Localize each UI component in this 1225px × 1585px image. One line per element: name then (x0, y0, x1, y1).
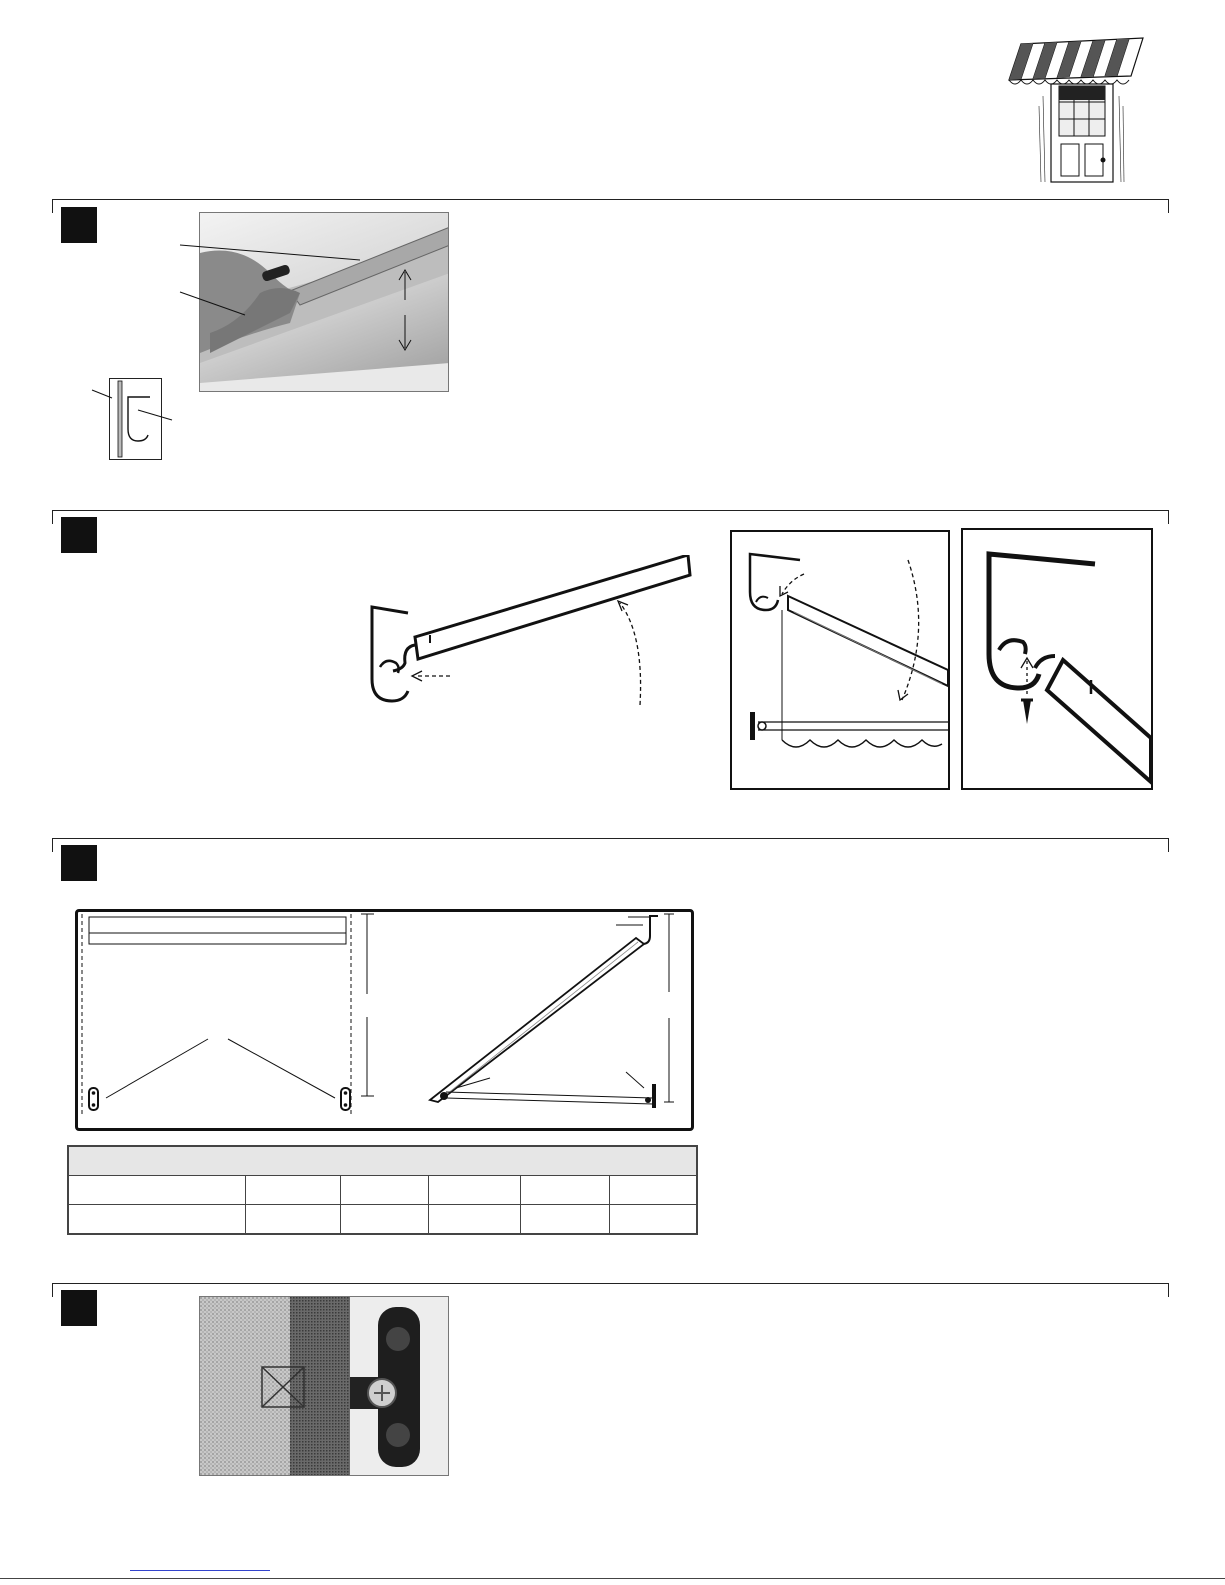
table-cell (341, 1205, 429, 1235)
table-cell (520, 1176, 609, 1205)
section-3-rule (52, 838, 1169, 852)
step-4-marker (61, 1290, 97, 1326)
step-4-photo (199, 1296, 449, 1476)
step-1-detail-callouts (90, 388, 180, 428)
section-4-rule (52, 1283, 1169, 1297)
table-cell (246, 1205, 341, 1235)
table-cell (429, 1176, 520, 1205)
table-row (68, 1176, 697, 1205)
step-3-marker (61, 845, 97, 881)
step-1-marker (61, 207, 97, 243)
table-cell (609, 1205, 697, 1235)
table-cell (246, 1176, 341, 1205)
table-cell (68, 1176, 246, 1205)
step-2-rail-diagram (360, 555, 710, 725)
table-row (68, 1205, 697, 1235)
footer-link[interactable] (130, 1570, 270, 1571)
table-cell (609, 1176, 697, 1205)
table-header-cell (68, 1146, 697, 1176)
table-cell (429, 1205, 520, 1235)
step-2-panel-a (730, 530, 950, 790)
footer-rule (0, 1578, 1225, 1579)
awning-over-door-icon (1003, 36, 1153, 186)
table-cell (68, 1205, 246, 1235)
section-2-rule (52, 510, 1169, 524)
awning-door-illustration (1003, 36, 1153, 186)
measurement-table (67, 1145, 698, 1235)
section-1-rule (52, 199, 1169, 213)
step-2-panel-b (961, 528, 1153, 790)
table-header-row (68, 1146, 697, 1176)
step-2-marker (61, 517, 97, 553)
step-3-measurement-diagram (75, 909, 694, 1131)
step-1-callouts (175, 240, 465, 360)
table-cell (520, 1205, 609, 1235)
table-cell (341, 1176, 429, 1205)
